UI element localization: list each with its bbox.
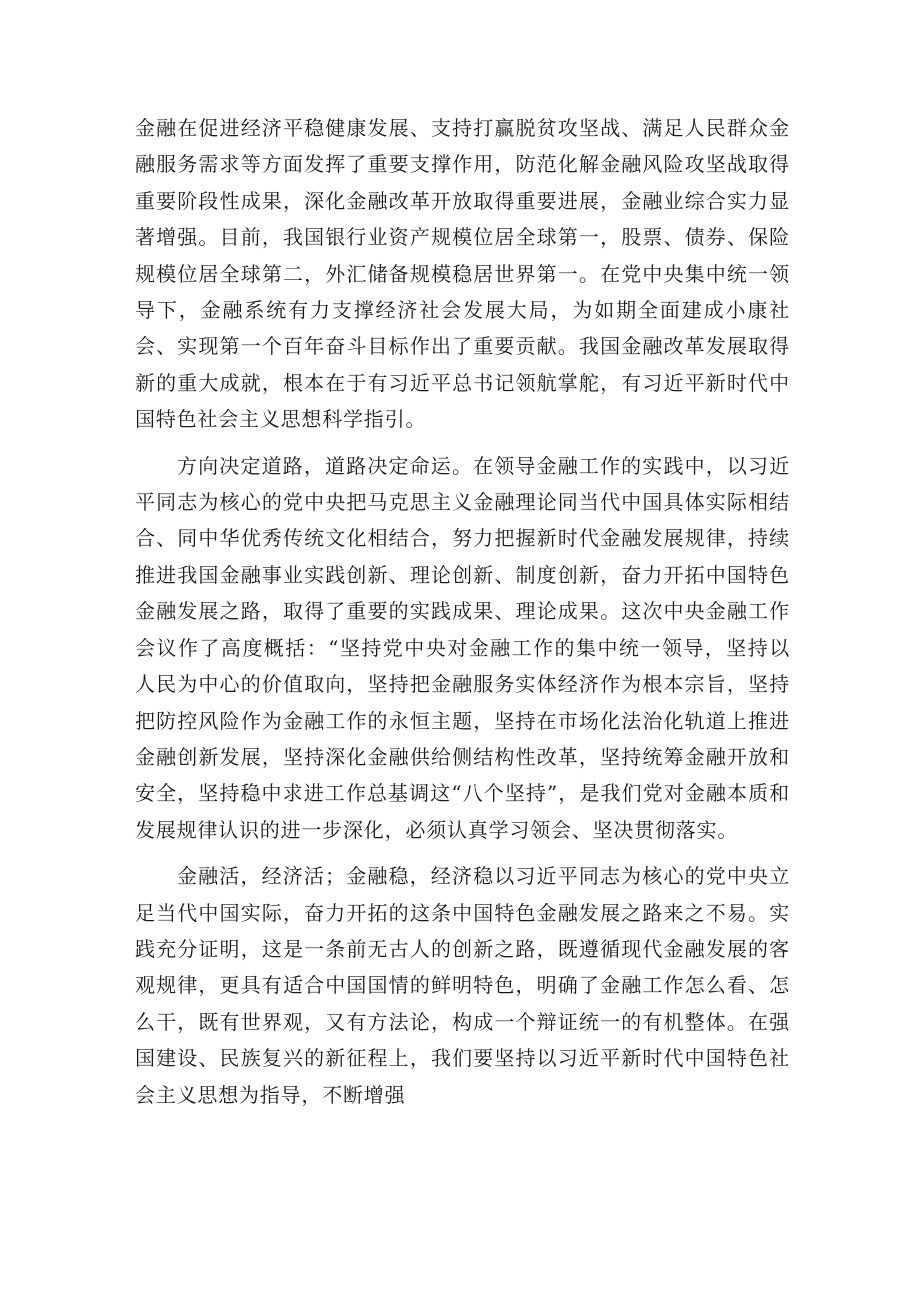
document-body bbox=[135, 110, 790, 1123]
paragraph-2: 方向决定道路，道路决定命运。在领导金融工作的实践中，以习近平同志为核心的党中央把马克思主义金融理论同当代中国具体实际相结合、同中华优秀传统文化相结合，努力把握新时代金融发展规律，持续推进我国金融事业实践创新、理论创新、制度创新，奋力开拓中国特色金融发展之路，取得了重要的实践成果、理论成果。这次中央金融工作会议作了高度概括：“坚持党中央对金融工作的集中统一领导，坚持以人民为中心的价值取向，坚持把金融服务实体经济作为根本宗旨，坚持把防控风险作为金融工作的永恒主题，坚持在市场化法治化轨道上推进金融创新发展，坚持深化金融供给侧结构性改革，坚持统筹金融开放和安全，坚持稳中求进工作总基调这“八个坚持”，是我们党对金融本质和发展规律认识的进一步深化，必须认真学习领会、坚决贯彻落实。 bbox=[135, 453, 790, 842]
paragraph-3: 金融活，经济活；金融稳，经济稳以习近平同志为核心的党中央立足当代中国实际，奋力开拓的这条中国特色金融发展之路来之不易。实践充分证明，这是一条前无古人的创新之路，既遵循现代金融发展的客观规律，更具有适合中国国情的鲜明特色，明确了金融工作怎么看、怎么干，既有世界观，又有方法论，构成一个辩证统一的有机整体。在强国建设、民族复兴的新征程上，我们要坚持以习近平新时代中国特色社会主义思想为指导，不断增强 bbox=[135, 864, 790, 1107]
paragraph-1: 金融在促进经济平稳健康发展、支持打赢脱贫攻坚战、满足人民群众金融服务需求等方面发挥了重要支撑作用，防范化解金融风险攻坚战取得重要阶段性成果，深化金融改革开放取得重要进展，金融业综合实力显著增强。目前，我国银行业资产规模位居全球第一，股票、债券、保险规模位居全球第二，外汇储备规模稳居世界第一。在党中央集中统一领导下，金融系统有力支撑经济社会发展大局，为如期全面建成小康社会、实现第一个百年奋斗目标作出了重要贡献。我国金融改革发展取得新的重大成就，根本在于有习近平总书记领航掌舵，有习近平新时代中国特色社会主义思想科学指引。 bbox=[135, 116, 790, 432]
